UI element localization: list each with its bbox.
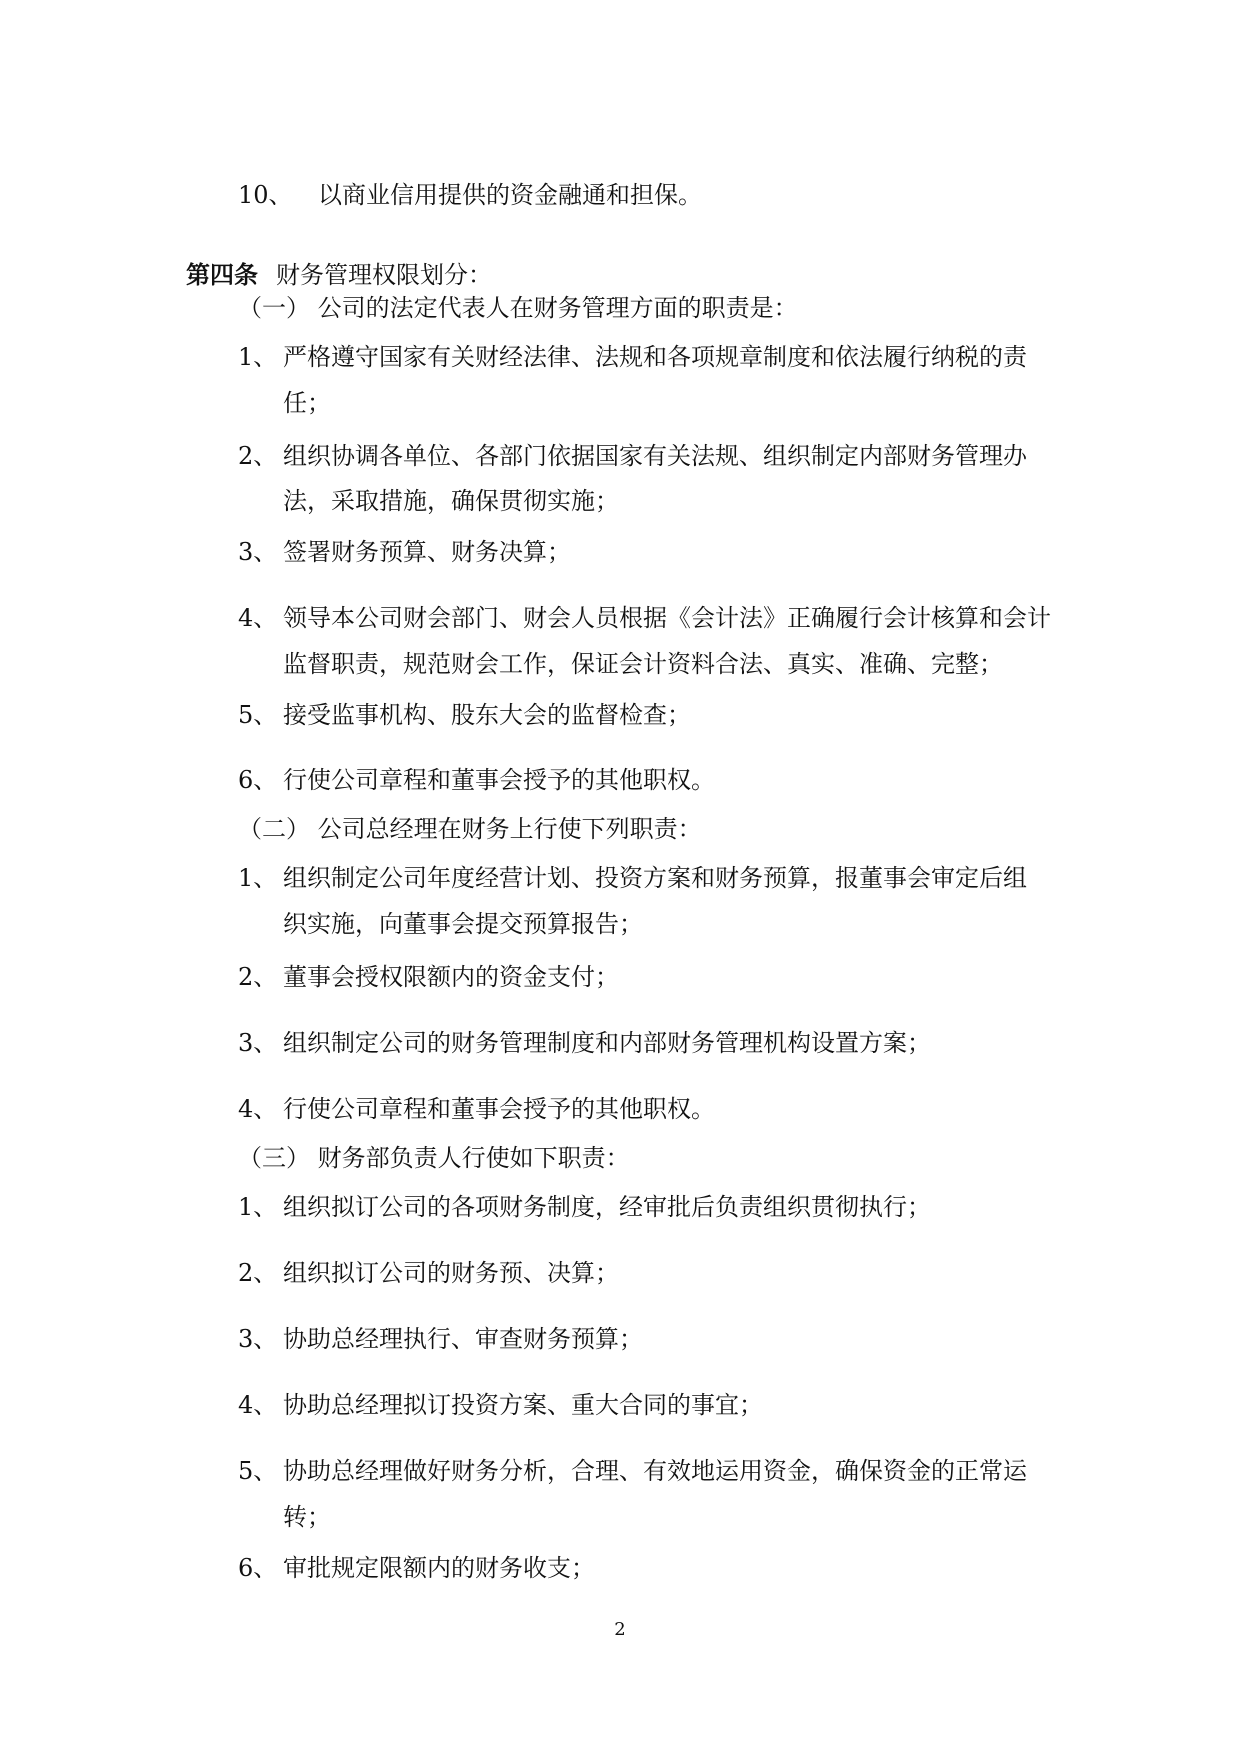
item-text: 以商业信用提供的资金融通和担保。 <box>318 181 702 209</box>
article-title: 财务管理权限划分： <box>276 261 492 289</box>
document-page: 10、 以商业信用提供的资金融通和担保。 第四条 财务管理权限划分： （一） 公司的法定代表人在财务管理方面的职责是： 1、 严格遵守国家有关财经法律、法规和各项规章制度和依法履行纳税的责 任； 2、 组织协调各单位、各部门依据国家有关法规、组织制定内部财务管理办 法，采取措施，确保贯彻实施； 3、 签署财务预算、财务决算； 4、 领导本公司财会部门、财会人员根据《会计法》正确履行会计核算和会计 监督职责，规范财会工作，保证会计资料合法、真实、准确、完整； 5、 接受监事机构、股东大会的监督检查； 6、 行使公司章程和董事会授予的其他职权。 （二） 公司总经理在财务上行使下列职责： 1、 组织制定公司年度经营计划、投资方案和财务预算，报董事会审定后组 织实施，向董事会提交预算报告； 2、 董事会授权限额内的资金支付； 3、 组织制定公司的财务管理制度和内部财务管理机构设置方案； 4、 行使公司章程和董事会授予的其他职权。 （三） 财务部负责人行使如下职责： 1、 组织拟订公司的各项财务制度，经审批后负责组织贯彻执行； 2、 组织拟订公司的财务预、决算； 3、 协助总经理执行、审查财务预算； 4、 协助总经理拟订投资方案、重大合同的事宜； 5、 协助总经理做好财务分析，合理、有效地运用资金，确保资金的正常运 转； 6、 审批规定限额内的财务收支； 2 <box>0 0 1240 1754</box>
article-label: 第四条 <box>186 260 258 289</box>
page-number: 2 <box>614 1619 626 1640</box>
item-number: 10、 <box>238 181 293 209</box>
